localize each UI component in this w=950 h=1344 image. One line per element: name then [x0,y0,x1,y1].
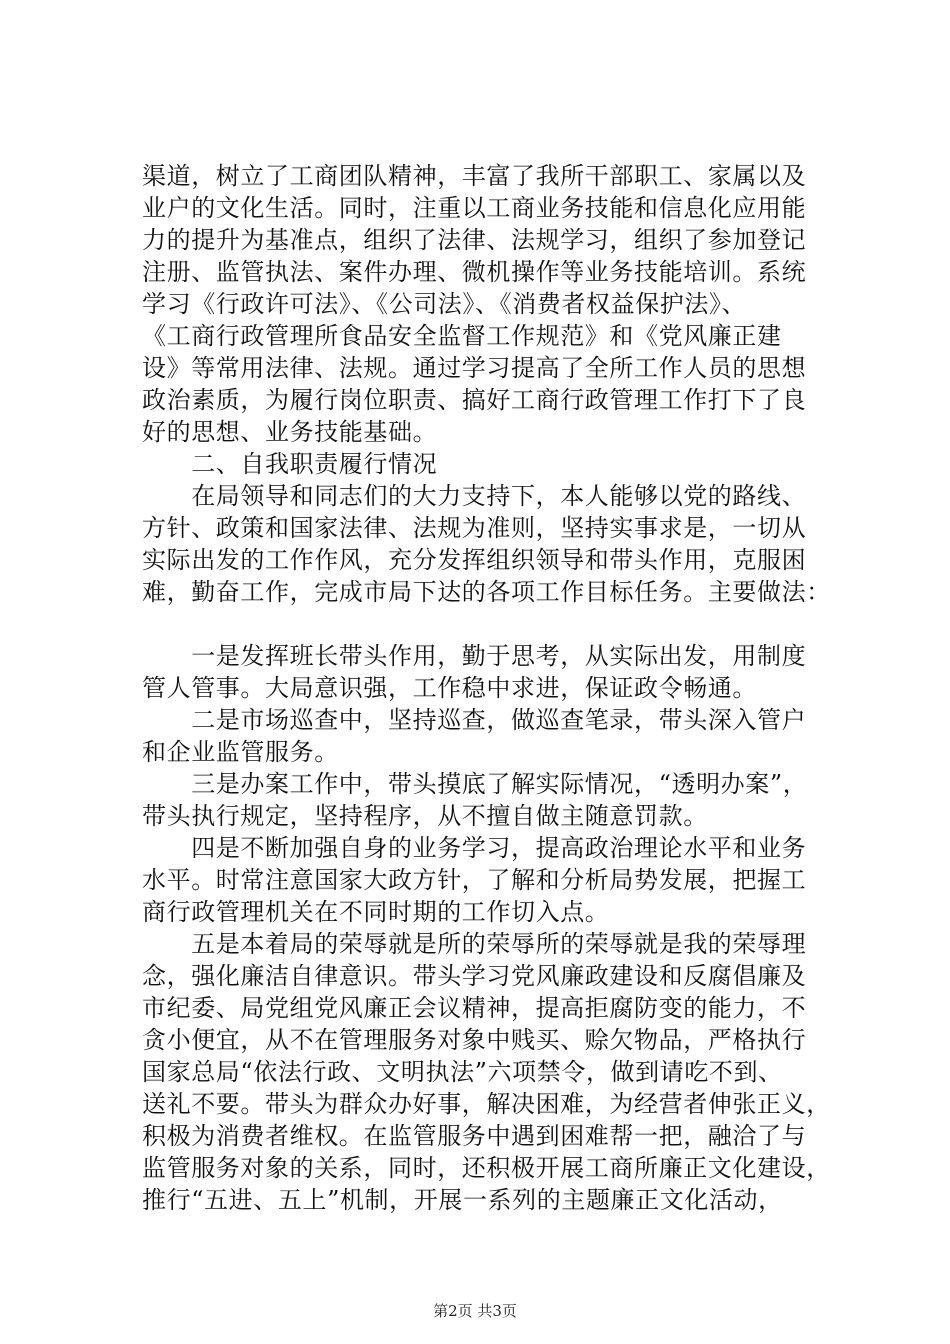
text-line: 学习《行政许可法》、《公司法》、《消费者权益保护法》、 [142,290,747,318]
text-line: 好的思想、业务技能基础。 [142,418,438,446]
text-line: 三是办案工作中，带头摸底了解实际情况，“透明办案”， [142,770,808,798]
page-footer [0,1300,950,1321]
paragraph-item-1 [142,640,832,704]
text-line: 设》等常用法律、法规。通过学习提高了全所工作人员的思想 [142,354,807,382]
document-body [142,160,832,1216]
text-line: 《工商行政管理所食品安全监督工作规范》和《党风廉正建 [142,322,782,350]
text-line: 市纪委、局党组党风廉正会议精神，提高拒腐防变的能力，不 [142,994,807,1022]
text-line: 送礼不要。带头为群众办好事，解决困难，为经营者伸张正义， [142,1090,831,1118]
text-line: 渠道，树立了工商团队精神，丰富了我所干部职工、家属以及 [142,162,807,190]
text-line: 贪小便宜，从不在管理服务对象中贱买、赊欠物品，严格执行 [142,1026,807,1054]
text-line: 带头执行规定，坚持程序，从不擅自做主随意罚款。 [142,802,708,830]
page-number: 第2页 共3页 [433,1302,517,1320]
text-line: 五是本着局的荣辱就是所的荣辱所的荣辱就是我的荣辱理 [142,930,807,958]
text-line: 积极为消费者维权。在监管服务中遇到困难帮一把，融洽了与 [142,1122,807,1150]
text-line: 业户的文化生活。同时，注重以工商业务技能和信息化应用能 [142,194,807,222]
paragraph-item-5 [142,928,832,1216]
text-line: 方针、政策和国家法律、法规为准则，坚持实事求是，一切从 [142,514,807,542]
text-line: 念，强化廉洁自律意识。带头学习党风廉政建设和反腐倡廉及 [142,962,807,990]
text-line: 注册、监管执法、案件办理、微机操作等业务技能培训。系统 [142,258,807,286]
text-line: 难，勤奋工作，完成市局下达的各项工作目标任务。主要做法： [142,578,831,606]
paragraph-item-2 [142,704,832,768]
heading-text: 二、自我职责履行情况 [142,450,438,478]
text-line: 国家总局“依法行政、文明执法”六项禁令，做到请吃不到、 [142,1058,783,1086]
section-heading [142,448,832,480]
text-line: 水平。时常注意国家大政方针，了解和分析局势发展，把握工 [142,866,807,894]
text-line: 和企业监管服务。 [142,738,339,766]
text-line: 监管服务对象的关系，同时，还积极开展工商所廉正文化建设， [142,1154,831,1182]
paragraph-item-4 [142,832,832,928]
text-line: 二是市场巡查中，坚持巡查，做巡查笔录，带头深入管户 [142,706,807,734]
paragraph-training [142,160,832,448]
text-line: 四是不断加强自身的业务学习，提高政治理论水平和业务 [142,834,807,862]
text-line: 在局领导和同志们的大力支持下，本人能够以党的路线、 [142,482,807,510]
text-line: 力的提升为基准点，组织了法律、法规学习，组织了参加登记 [142,226,807,254]
paragraph-item-3 [142,768,832,832]
text-line: 一是发挥班长带头作用，勤于思考，从实际出发，用制度 [142,642,807,670]
text-line: 实际出发的工作作风，充分发挥组织领导和带头作用，克服困 [142,546,807,574]
paragraph-spacer [142,608,832,640]
paragraph-intro [142,480,832,608]
text-line: 管人管事。大局意识强，工作稳中求进，保证政令畅通。 [142,674,757,702]
text-line: 推行“五进、五上”机制，开展一系列的主题廉正文化活动， [142,1186,783,1214]
text-line: 商行政管理机关在不同时期的工作切入点。 [142,898,610,926]
text-line: 政治素质，为履行岗位职责、搞好工商行政管理工作打下了良 [142,386,807,414]
